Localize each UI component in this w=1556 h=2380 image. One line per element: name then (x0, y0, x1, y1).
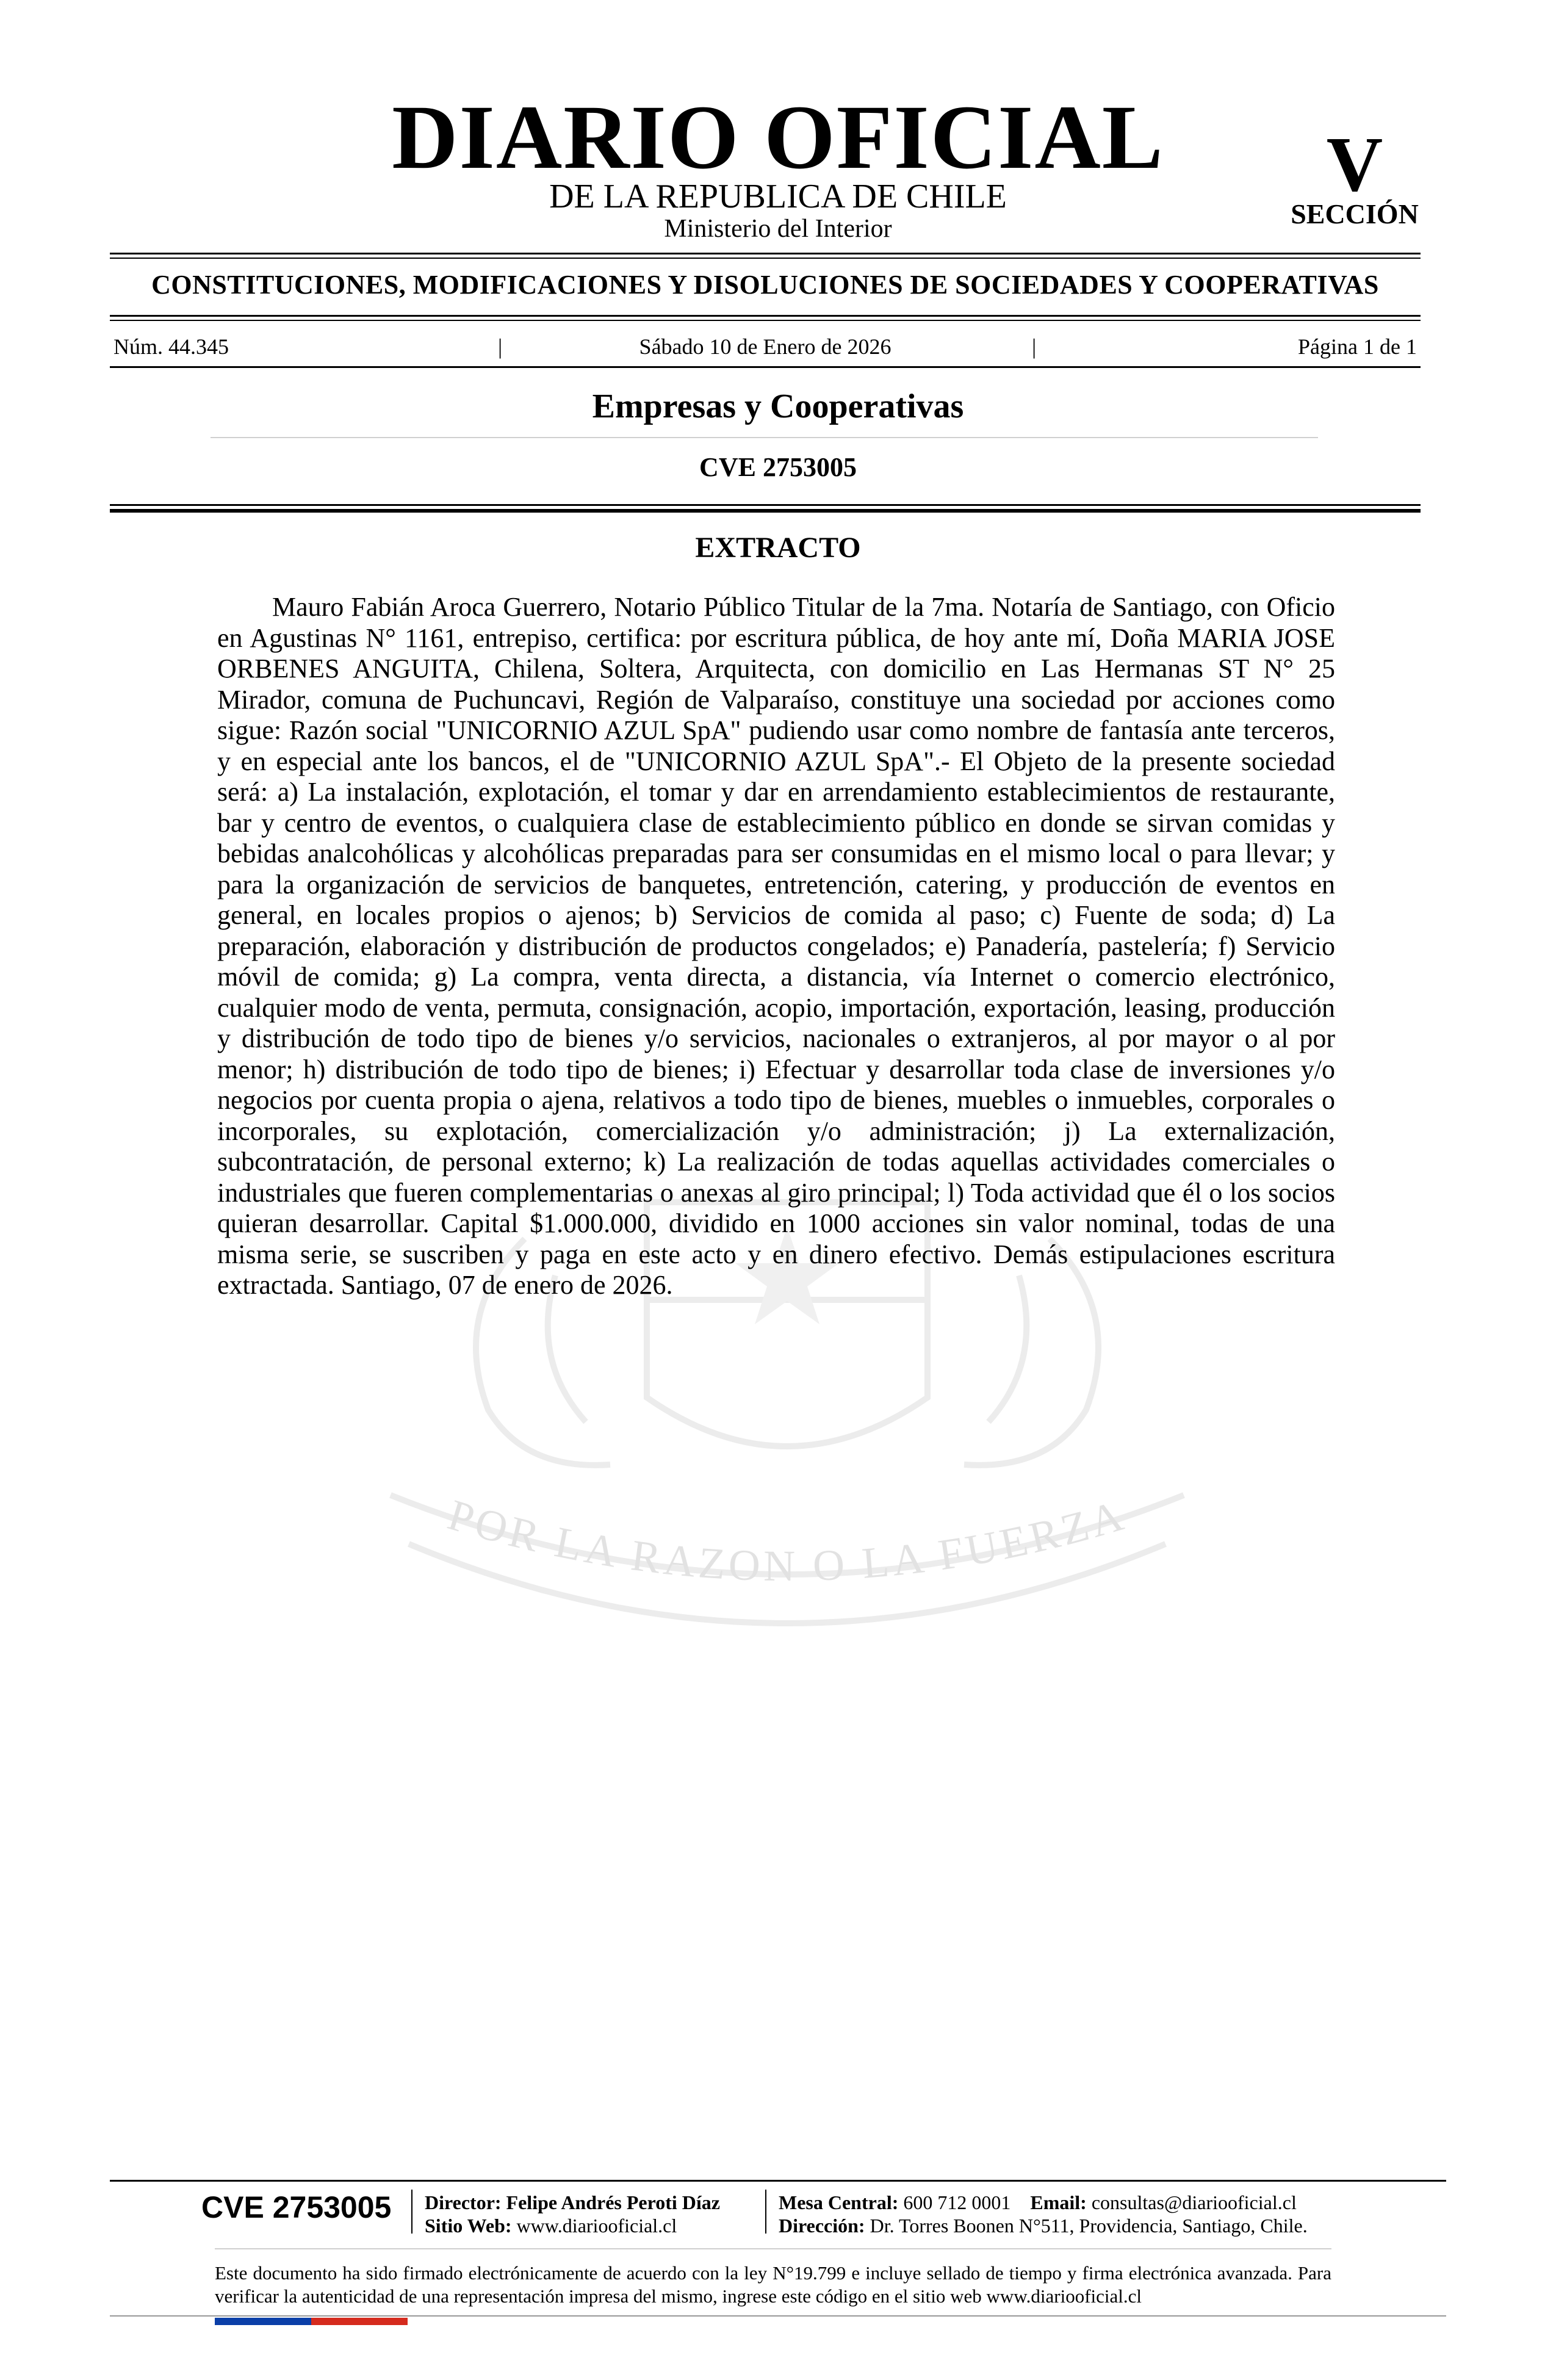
footer-cve-code: CVE 2753005 (201, 2190, 392, 2224)
director-name: Felipe Andrés Peroti Díaz (506, 2191, 720, 2213)
cve-rule (110, 504, 1421, 506)
header-rule (110, 258, 1421, 259)
issue-rule (110, 366, 1421, 368)
phone-number: 600 712 0001 (903, 2191, 1011, 2213)
section-label: SECCIÓN (1291, 198, 1419, 229)
issue-date: Sábado 10 de Enero de 2026 (639, 334, 891, 359)
cve-code: CVE 2753005 (699, 452, 857, 482)
issue-number: Núm. 44.345 (113, 334, 229, 359)
issue-separator: | (1032, 334, 1037, 359)
site-link[interactable]: www.diariooficial.cl (516, 2215, 677, 2237)
footer-separator (411, 2190, 412, 2234)
issue-info-row (113, 334, 1417, 359)
footer-divider (215, 2248, 1331, 2249)
masthead-title: DIARIO OFICIAL (392, 87, 1164, 188)
director-label: Director: (425, 2191, 502, 2213)
masthead-ministry: Ministerio del Interior (664, 215, 892, 243)
flag-stripe-blue (215, 2318, 311, 2325)
section-letter: V (1326, 121, 1383, 207)
header-rule (110, 253, 1421, 254)
issue-separator: | (498, 334, 503, 359)
footer-separator (765, 2190, 766, 2234)
footer-rule (110, 2180, 1446, 2182)
flag-stripe-red (311, 2318, 408, 2325)
page-number: Página 1 de 1 (1298, 334, 1417, 359)
masthead-subtitle: DE LA REPUBLICA DE CHILE (549, 178, 1007, 215)
category-divider (211, 437, 1318, 438)
banner-rule (110, 320, 1421, 321)
extract-title: EXTRACTO (695, 532, 861, 564)
footer-bottom-rule (110, 2315, 1446, 2317)
address-label: Dirección: (779, 2215, 865, 2237)
banner-rule (110, 315, 1421, 317)
extract-body: Mauro Fabián Aroca Guerrero, Notario Público Titular de la 7ma. Notaría de Santiago, con Oficio en Agustinas N° 1161, entrepiso, certifica: por escritura pública, de hoy ante mí, Doña MARIA JOSE ORBENES ANGUITA, Chilena, Soltera, Arquitecta, con domicilio en Las Hermanas ST N° 25 Mirador, comuna de Puchuncavi, Región de Valparaíso, constituye una sociedad por acciones como sigue: Razón social "UNICORNIO AZUL SpA" pudiendo usar como nombre de fantasía ante terceros, y en especial ante los bancos, el de "UNICORNIO AZUL SpA".- El Objeto de la presente sociedad será: a) La instalación, explotación, el tomar y dar en arrendamiento establecimientos de restaurante, bar y centro de eventos, o cualquiera clase de establecimiento público en donde se sirvan comidas y bebidas analcohólicas y alcohólicas preparadas para ser consumidas en el mismo local o para llevar; y para la organización de servicios de banquetes, entretención, catering, y producción de eventos en general, en locales propios o ajenos; b) Servicios de comida al paso; c) Fuente de soda; d) La preparación, elaboración y distribución de productos congelados; e) Panadería, pastelería; f) Servicio móvil de comida; g) La compra, venta directa, a distancia, vía Internet o comercio electrónico, cualquier modo de venta, permuta, consignación, acopio, importación, exportación, leasing, producción y distribución de todo tipo de bienes y/o servicios, nacionales o extranjeros, al por mayor o al por menor; h) distribución de todo tipo de bienes; i) Efectuar y desarrollar toda clase de inversiones y/o negocios por cuenta propia o ajena, relativos a todo tipo de bienes, muebles o inmuebles, corporales o incorporales, su explotación, comercialización y/o administración; j) La externalización, subcontratación, de personal externo; k) La realización de todas aquellas actividades comerciales o industriales que fueren complementarias o anexas al giro principal; l) Toda actividad que él o los socios quieran desarrollar. Capital $1.000.000, dividido en 1000 acciones sin valor nominal, todas de una misma serie, se suscriben y paga en este acto y en dinero efectivo. Demás estipulaciones escritura extractada. Santiago, 07 de enero de 2026. (217, 592, 1335, 1300)
site-label: Sitio Web: (425, 2215, 512, 2237)
category-title: Empresas y Cooperativas (592, 388, 964, 425)
phone-label: Mesa Central: (779, 2191, 899, 2213)
watermark-motto: POR LA RAZON O LA FUERZA (442, 1490, 1132, 1591)
email-link[interactable]: consultas@diariooficial.cl (1091, 2191, 1297, 2213)
signature-note: Este documento ha sido firmado electrónicamente de acuerdo con la ley N°19.799 e incluye sellado de tiempo y firma electrónica avanzada. Para verificar la autenticidad de una representación impresa del mismo, ingrese este código en el sitio web www.diariooficial.cl (215, 2262, 1331, 2307)
address-text: Dr. Torres Boonen N°511, Providencia, Santiago, Chile. (870, 2215, 1308, 2237)
email-label: Email: (1030, 2191, 1087, 2213)
cve-rule-thick (110, 509, 1421, 513)
footer-contact-block (779, 2191, 1352, 2237)
footer-director-block (425, 2191, 766, 2237)
section-banner: CONSTITUCIONES, MODIFICACIONES Y DISOLUCIONES DE SOCIEDADES Y COOPERATIVAS (151, 270, 1379, 300)
